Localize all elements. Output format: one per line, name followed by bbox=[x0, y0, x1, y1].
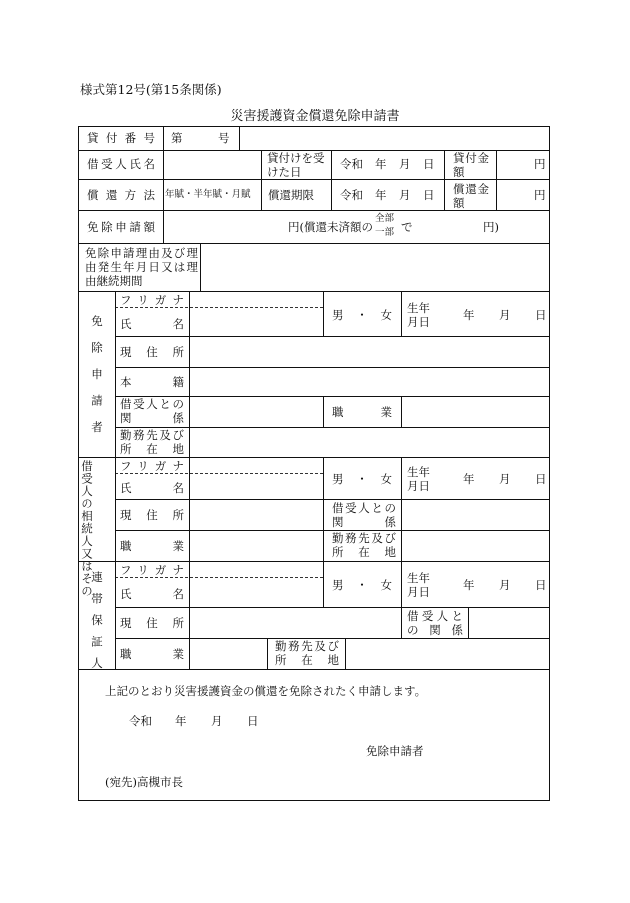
guarantor-relation-label: 借受人との関係 bbox=[407, 609, 463, 637]
heir-workplace-label: 勤務先及び所在地 bbox=[332, 531, 396, 559]
repayment-deadline-label: 償還期限 bbox=[268, 188, 314, 202]
exemption-all: 全部 bbox=[375, 213, 395, 224]
repayment-deadline-year: 年 bbox=[375, 188, 387, 202]
repayment-methods: 年賦・半年賦・月賦 bbox=[165, 189, 251, 200]
footer-year: 年 bbox=[175, 714, 187, 728]
heir-birth-year: 年 bbox=[463, 472, 475, 486]
exemption-yen-close: 円) bbox=[483, 220, 499, 234]
loan-number-label: 貸付番号 bbox=[87, 131, 155, 145]
guarantor-furigana-label: フリガナ bbox=[120, 563, 184, 577]
applicant-birth-month: 月 bbox=[499, 308, 511, 322]
applicant-occupation-label: 職業 bbox=[332, 405, 392, 419]
guarantor-name-label: 氏名 bbox=[120, 587, 184, 601]
applicant-birth-day: 日 bbox=[535, 308, 547, 322]
applicant-furigana-label: フリガナ bbox=[120, 293, 184, 307]
applicant-address-label: 現住所 bbox=[120, 345, 184, 359]
loan-amount-label: 貸付金額 bbox=[453, 151, 489, 179]
guarantor-birth-year: 年 bbox=[463, 578, 475, 592]
repayment-deadline-era: 令和 bbox=[340, 188, 363, 202]
heir-birth-month: 月 bbox=[499, 472, 511, 486]
exemption-yen-paren: 円(償還未済額の bbox=[288, 220, 373, 234]
heir-group-label: 借受人の相続人又はその bbox=[80, 460, 94, 598]
guarantor-workplace-label: 勤務先及び所在地 bbox=[275, 639, 339, 667]
guarantor-group-label: 連帯保証人 bbox=[90, 571, 104, 679]
applicant-birth-year: 年 bbox=[463, 308, 475, 322]
applicant-relation-label: 借受人との関係 bbox=[120, 397, 184, 425]
loan-date-era: 令和 bbox=[340, 157, 363, 171]
applicant-honseki-label: 本籍 bbox=[120, 375, 184, 389]
applicant-birth-label: 生年月日 bbox=[407, 301, 430, 329]
loan-number-suffix: 号 bbox=[218, 131, 230, 145]
heir-name-label: 氏名 bbox=[120, 481, 184, 495]
loan-date-day: 日 bbox=[423, 157, 435, 171]
exemption-reason-label: 免除申請理由及び理由発生年月日又は理由継続期間 bbox=[85, 246, 198, 288]
heir-furigana-label: フリガナ bbox=[120, 459, 184, 473]
footer-statement: 上記のとおり災害援護資金の償還を免除されたく申請します。 bbox=[105, 684, 427, 698]
guarantor-birth-label: 生年月日 bbox=[407, 571, 430, 599]
heir-relation-label: 借受人との関係 bbox=[332, 501, 396, 529]
applicant-name-label: 氏名 bbox=[120, 317, 184, 331]
heir-birth-day: 日 bbox=[535, 472, 547, 486]
heir-occupation-label: 職業 bbox=[120, 539, 184, 553]
footer-day: 日 bbox=[247, 714, 259, 728]
loan-date-label: 貸付けを受けた日 bbox=[267, 151, 325, 179]
loan-date-year: 年 bbox=[375, 157, 387, 171]
guarantor-birth-month: 月 bbox=[499, 578, 511, 592]
repayment-amount-yen: 円 bbox=[534, 188, 546, 202]
footer-month: 月 bbox=[211, 714, 223, 728]
guarantor-birth-day: 日 bbox=[535, 578, 547, 592]
exemption-amount-label: 免除申請額 bbox=[87, 220, 155, 234]
applicant-group-label: 免除申請者 bbox=[90, 315, 104, 448]
exemption-part: 一部 bbox=[375, 227, 395, 238]
heir-address-label: 現住所 bbox=[120, 508, 184, 522]
applicant-workplace-label: 勤務先及び所在地 bbox=[120, 428, 184, 456]
heir-birth-label: 生年月日 bbox=[407, 465, 430, 493]
loan-number-prefix: 第 bbox=[171, 131, 183, 145]
guarantor-address-label: 現住所 bbox=[120, 616, 184, 630]
repayment-method-label: 償還方法 bbox=[87, 188, 155, 202]
heir-gender: 男・女 bbox=[332, 472, 392, 486]
loan-amount-yen: 円 bbox=[534, 157, 546, 171]
guarantor-occupation-label: 職業 bbox=[120, 647, 184, 661]
repayment-deadline-month: 月 bbox=[399, 188, 411, 202]
footer-applicant-label: 免除申請者 bbox=[366, 744, 424, 758]
footer-era: 令和 bbox=[129, 714, 152, 728]
form-number: 様式第12号(第15条関係) bbox=[80, 82, 222, 97]
footer-addressee: (宛先)高槻市長 bbox=[105, 775, 183, 789]
loan-date-month: 月 bbox=[399, 157, 411, 171]
applicant-gender: 男・女 bbox=[332, 308, 392, 322]
guarantor-gender: 男・女 bbox=[332, 578, 392, 592]
repayment-amount-label: 償還金額 bbox=[453, 182, 489, 210]
page-title: 災害援護資金償還免除申請書 bbox=[230, 109, 400, 124]
repayment-deadline-day: 日 bbox=[423, 188, 435, 202]
application-form bbox=[78, 126, 550, 801]
exemption-de: で bbox=[401, 220, 413, 234]
borrower-name-label: 借受人氏名 bbox=[87, 157, 155, 171]
